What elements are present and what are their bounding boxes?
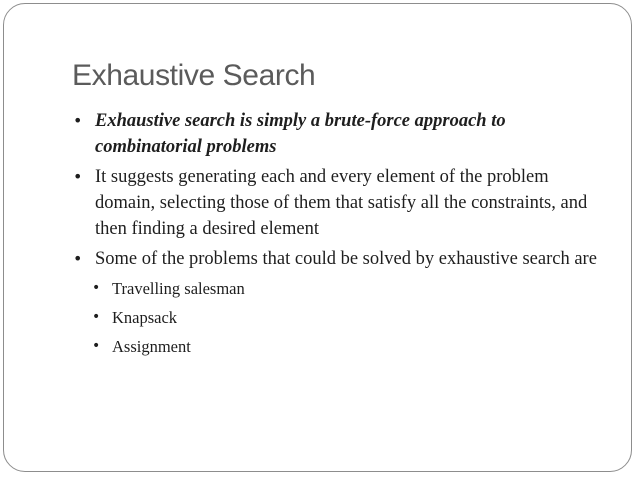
bullet-icon: •: [92, 338, 101, 354]
bullet-text: Exhaustive search is simply a brute-force approach to combinatorial problems: [95, 111, 506, 157]
sub-bullet-text: Travelling salesman: [112, 279, 245, 298]
slide: [3, 3, 632, 472]
bullet-item: [73, 108, 613, 160]
bullet-text: It suggests generating each and every element of the problem domain, selecting those of them that satisfy all the constraints, and then finding a desired element: [95, 167, 588, 239]
bullet-icon: •: [73, 111, 83, 130]
sub-bullet-item: [73, 334, 613, 359]
bullet-item: [73, 246, 613, 272]
sub-bullet-item: [73, 276, 613, 301]
bullet-item: [73, 164, 613, 242]
bullet-text: Some of the problems that could be solved by exhaustive search are: [95, 249, 597, 269]
bullet-icon: •: [92, 280, 101, 296]
slide-title: Exhaustive Search: [72, 59, 316, 92]
slide-content: [73, 108, 613, 363]
bullet-icon: •: [73, 249, 83, 268]
bullet-icon: •: [73, 167, 83, 186]
sub-bullet-text: Assignment: [112, 337, 191, 356]
sub-bullet-text: Knapsack: [112, 308, 178, 327]
sub-bullet-item: [73, 305, 613, 330]
bullet-icon: •: [92, 309, 101, 325]
